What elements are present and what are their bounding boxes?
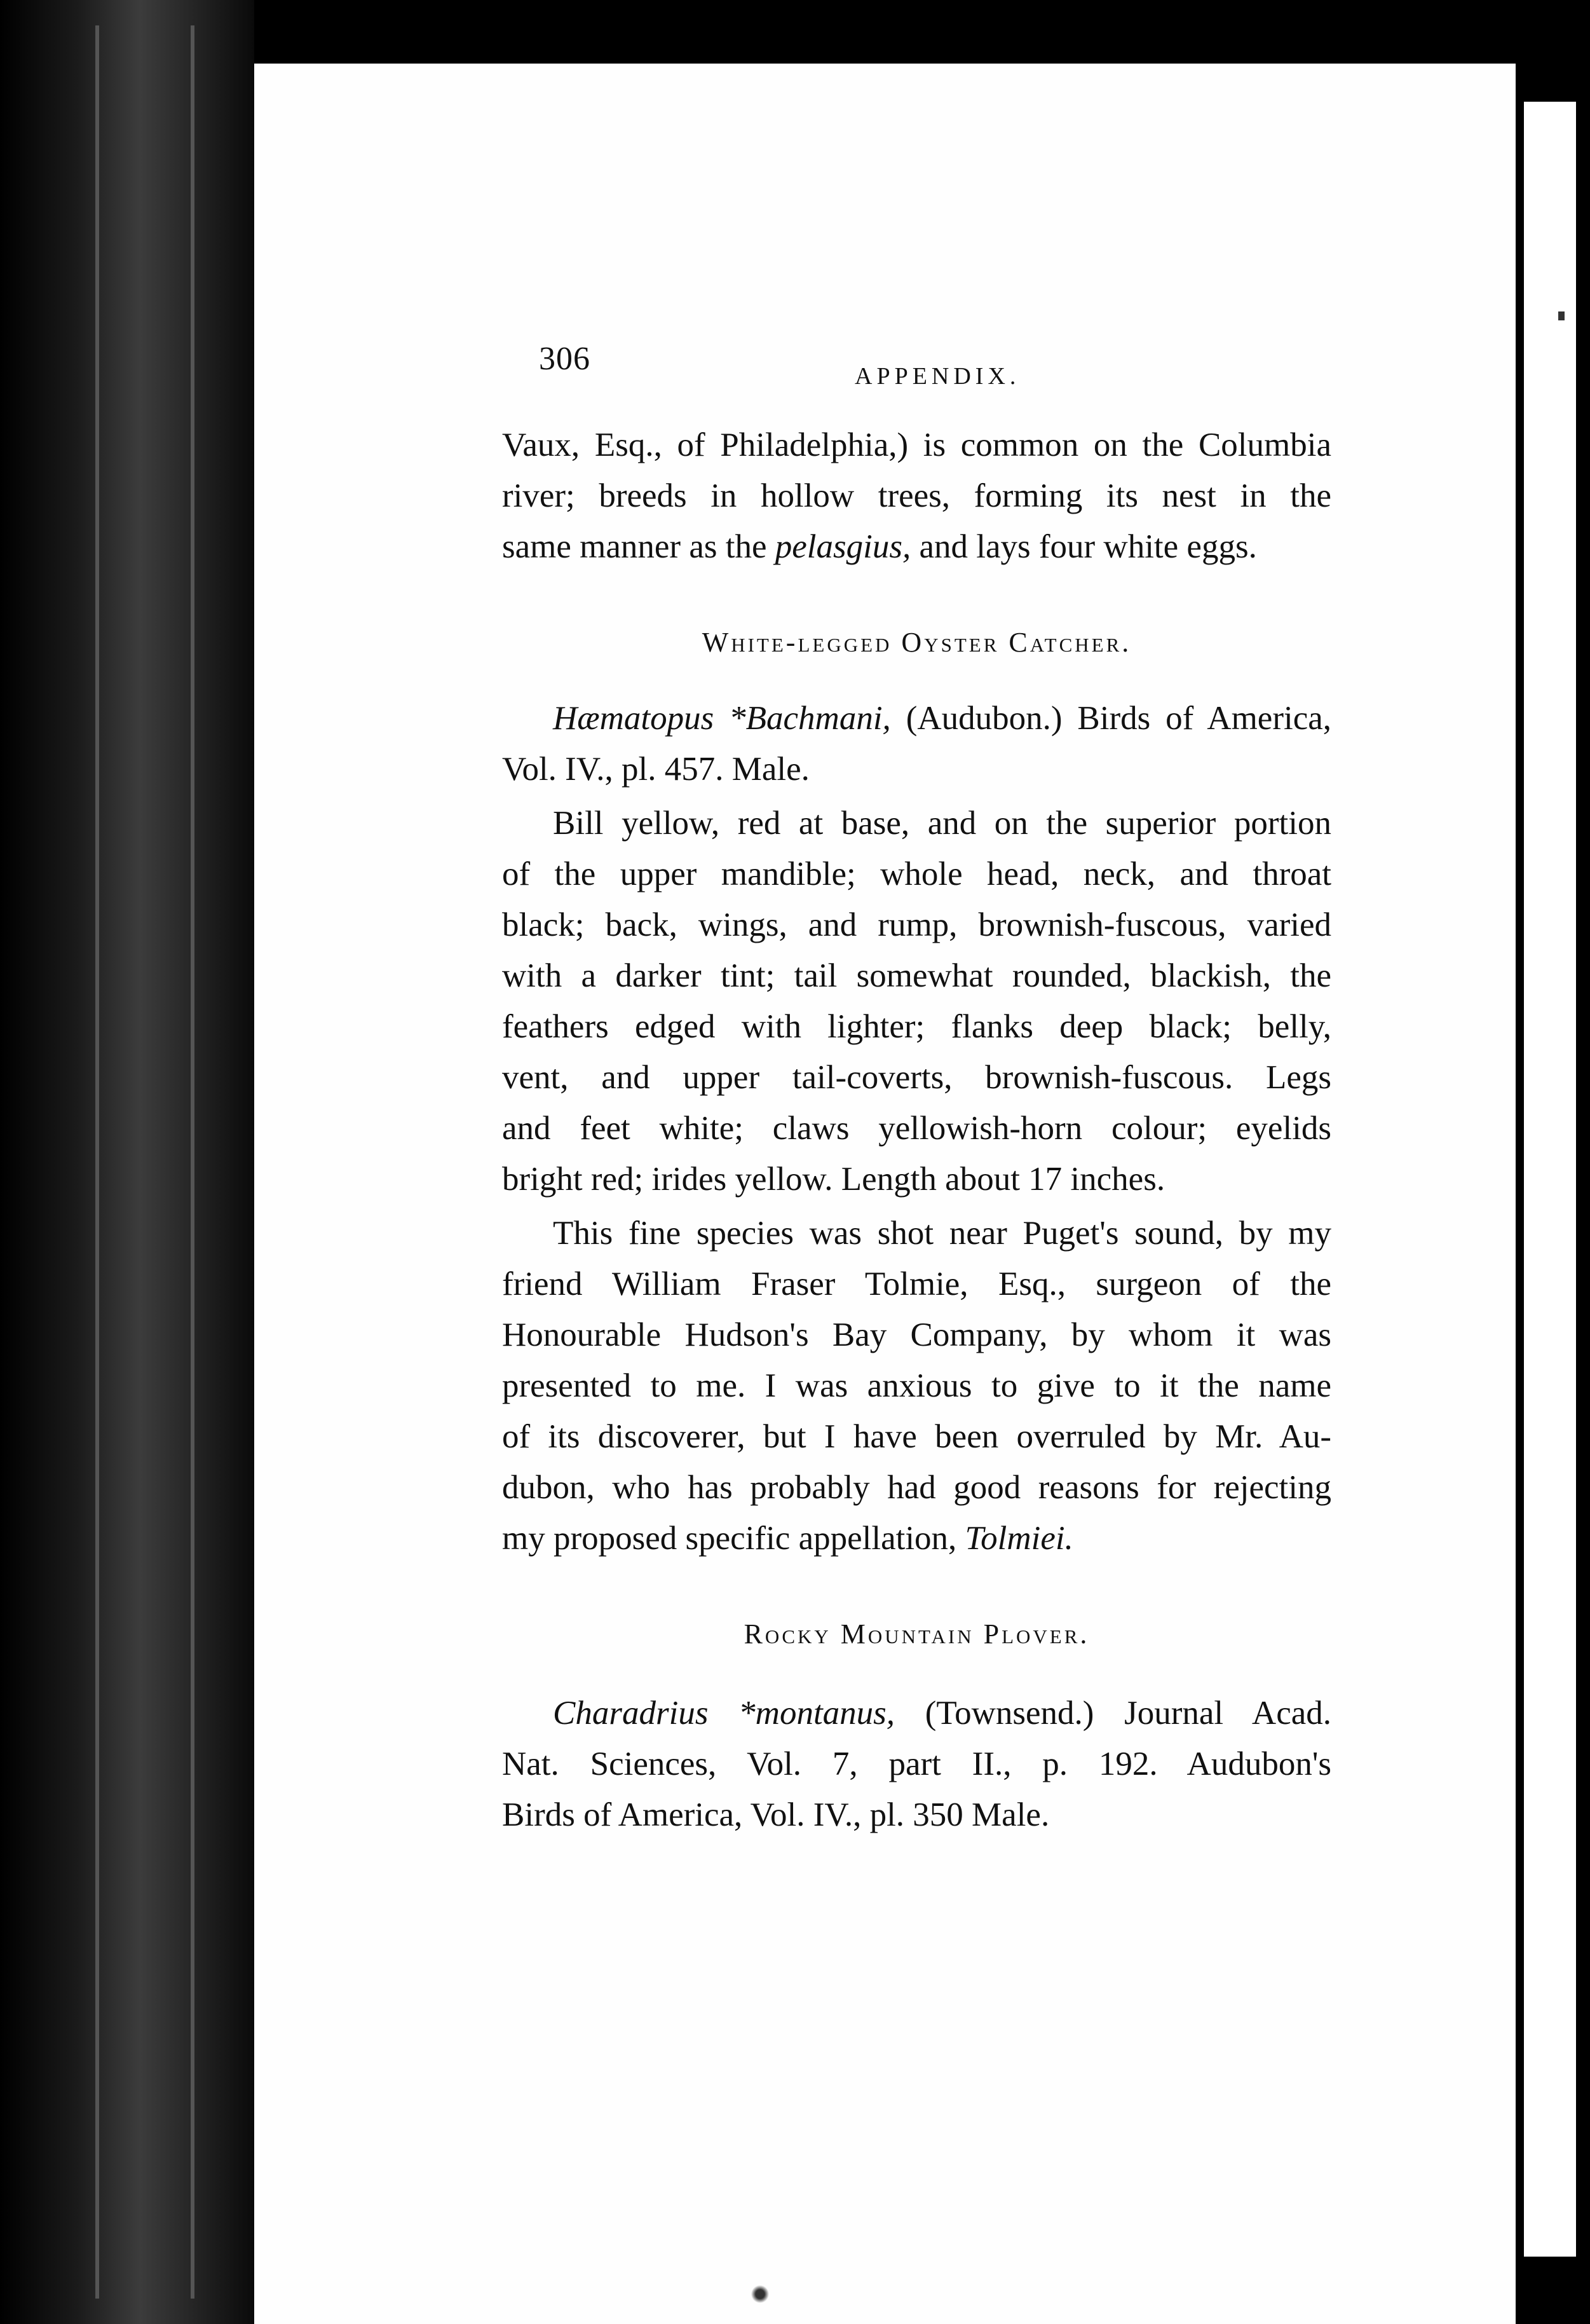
text-line: Hæmatopus *Bachmani, (Audubon.) Birds of America, bbox=[553, 700, 1331, 737]
italic-term: Tolmiei. bbox=[965, 1520, 1073, 1557]
text-line: vent, and upper tail-coverts, brownish-fuscous. Legs bbox=[502, 1059, 1331, 1096]
spine-edge bbox=[191, 25, 194, 2299]
text-line: Charadrius *montanus, (Townsend.) Journal Acad. bbox=[553, 1695, 1332, 1732]
species-name: Charadrius *montanus, bbox=[553, 1695, 895, 1732]
text-line: with a darker tint; tail somewhat rounded, blackish, the bbox=[502, 957, 1331, 994]
continuation-paragraph bbox=[502, 420, 1331, 572]
species-citation bbox=[502, 693, 1331, 795]
text-line: Vol. IV., pl. 457. Male. bbox=[502, 751, 810, 788]
note-paragraph bbox=[502, 1208, 1331, 1564]
species-citation bbox=[502, 1688, 1331, 1840]
section-heading: White-legged Oyster Catcher. bbox=[702, 627, 1132, 658]
text-line: friend William Fraser Tolmie, Esq., surgeon of the bbox=[502, 1266, 1331, 1302]
text-line: Vaux, Esq., of Philadelphia,) is common on the Columbia bbox=[502, 427, 1331, 463]
text-line: of its discoverer, but I have been overruled by Mr. Au- bbox=[502, 1418, 1331, 1455]
text-line: and feet white; claws yellowish-horn colour; eyelids bbox=[502, 1110, 1331, 1147]
page-mark bbox=[1558, 311, 1565, 320]
text-line: presented to me. I was anxious to give to it the name bbox=[502, 1367, 1331, 1404]
text-line: dubon, who has probably had good reasons for rejecting bbox=[502, 1469, 1331, 1506]
text-line: Nat. Sciences, Vol. 7, part II., p. 192. Audubon's bbox=[502, 1746, 1331, 1782]
text-line: of the upper mandible; whole head, neck, and throat bbox=[502, 856, 1331, 892]
text-line: my proposed specific appellation, Tolmiei. bbox=[502, 1520, 1073, 1557]
section-heading: Rocky Mountain Plover. bbox=[744, 1618, 1090, 1650]
spine-edge bbox=[95, 25, 99, 2299]
text-line: This fine species was shot near Puget's sound, by my bbox=[553, 1215, 1331, 1252]
book-spine bbox=[0, 0, 254, 2324]
text-line: Bill yellow, red at base, and on the superior portion bbox=[553, 805, 1331, 842]
running-head: APPENDIX. bbox=[855, 363, 1021, 390]
text-line: Honourable Hudson's Bay Company, by whom it was bbox=[502, 1316, 1331, 1353]
page-number: 306 bbox=[539, 341, 590, 377]
next-page-edge bbox=[1524, 102, 1576, 2257]
italic-term: pelasgius, bbox=[775, 528, 911, 565]
text-line: feathers edged with lighter; flanks deep black; belly, bbox=[502, 1008, 1331, 1045]
text-line: bright red; irides yellow. Length about 17 inches. bbox=[502, 1161, 1165, 1198]
text-line: Birds of America, Vol. IV., pl. 350 Male. bbox=[502, 1796, 1050, 1833]
text-line: river; breeds in hollow trees, forming its nest in the bbox=[502, 477, 1331, 514]
ink-spot bbox=[749, 2285, 771, 2304]
description-paragraph bbox=[502, 798, 1331, 1205]
text-line: same manner as the pelasgius, and lays four white eggs. bbox=[502, 528, 1257, 565]
text-line: black; back, wings, and rump, brownish-fuscous, varied bbox=[502, 906, 1331, 943]
species-name: Hæmatopus *Bachmani, bbox=[553, 700, 891, 737]
